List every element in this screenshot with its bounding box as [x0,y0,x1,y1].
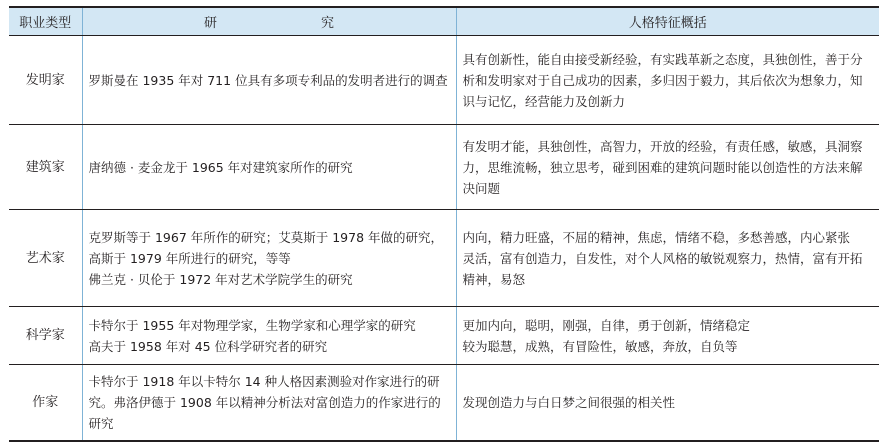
personality-table [9,6,879,442]
header-research: 研 究 [82,7,456,36]
table-row [9,210,879,307]
header-personality-traits: 人格特征概括 [456,7,879,36]
traits-cell [456,210,879,307]
research-cell [82,365,456,441]
traits-line: 较为聪慧，成熟，有冒险性，敏感，奔放，自负等 [462,338,738,354]
header-occupation-type: 职业类型 [9,7,82,36]
traits-cell [456,307,879,365]
traits-cell [456,365,879,441]
occupation-type-cell: 艺术家 [9,210,82,307]
research-line: 佛兰克 · 贝伦于 1972 年对艺术学院学生的研究 [88,271,353,287]
traits-line: 发现创造力与白日梦之间很强的相关性 [462,394,676,410]
occupation-type-cell: 发明家 [9,36,82,125]
table-row [9,125,879,210]
traits-cell [456,36,879,125]
traits-line: 更加内向，聪明，刚强，自律，勇于创新，情绪稳定 [462,317,751,333]
table-row [9,36,879,125]
research-line: 高夫于 1958 年对 45 位科学研究者的研究 [88,338,328,354]
research-line: 卡特尔于 1918 年以卡特尔 14 种人格因素测验对作家进行的研究。弗洛伊德于 1908 年以精神分析法对富创造力的作家进行的研究 [88,373,441,431]
research-line: 克罗斯等于 1967 年所作的研究；艾莫斯于 1978 年做的研究，高斯于 1979 年所进行的研究，等等 [88,229,444,266]
research-cell [82,125,456,210]
research-line: 卡特尔于 1955 年对物理学家，生物学家和心理学家的研究 [88,317,416,333]
research-cell [82,307,456,365]
research-line: 唐纳德 · 麦金龙于 1965 年对建筑家所作的研究 [88,159,353,175]
traits-cell [456,125,879,210]
traits-line: 内向，精力旺盛，不屈的精神，焦虑，情绪不稳，多愁善感，内心紧张 [462,229,851,245]
table-row [9,307,879,365]
traits-line: 具有创新性，能自由接受新经验，有实践革新之态度，具独创性，善于分析和发明家对于自己成功的因素，多归因于毅力，其后依次为想象力，知识与记忆，经营能力及创新力 [462,51,863,109]
traits-line: 灵活，富有创造力，自发性，对个人风格的敏锐观察力，热情，富有开拓精神，易怒 [462,250,863,287]
research-line: 罗斯曼在 1935 年对 711 位具有多项专利品的发明者进行的调查 [88,72,448,88]
occupation-type-cell: 建筑家 [9,125,82,210]
header-row [9,7,879,36]
occupation-type-cell: 作家 [9,365,82,441]
traits-line: 有发明才能，具独创性，高智力，开放的经验，有责任感，敏感，具洞察力，思维流畅，独立思考，碰到困难的建筑问题时能以创造性的方法来解决问题 [462,138,863,196]
research-cell [82,36,456,125]
occupation-type-cell: 科学家 [9,307,82,365]
research-cell [82,210,456,307]
table-row [9,365,879,441]
